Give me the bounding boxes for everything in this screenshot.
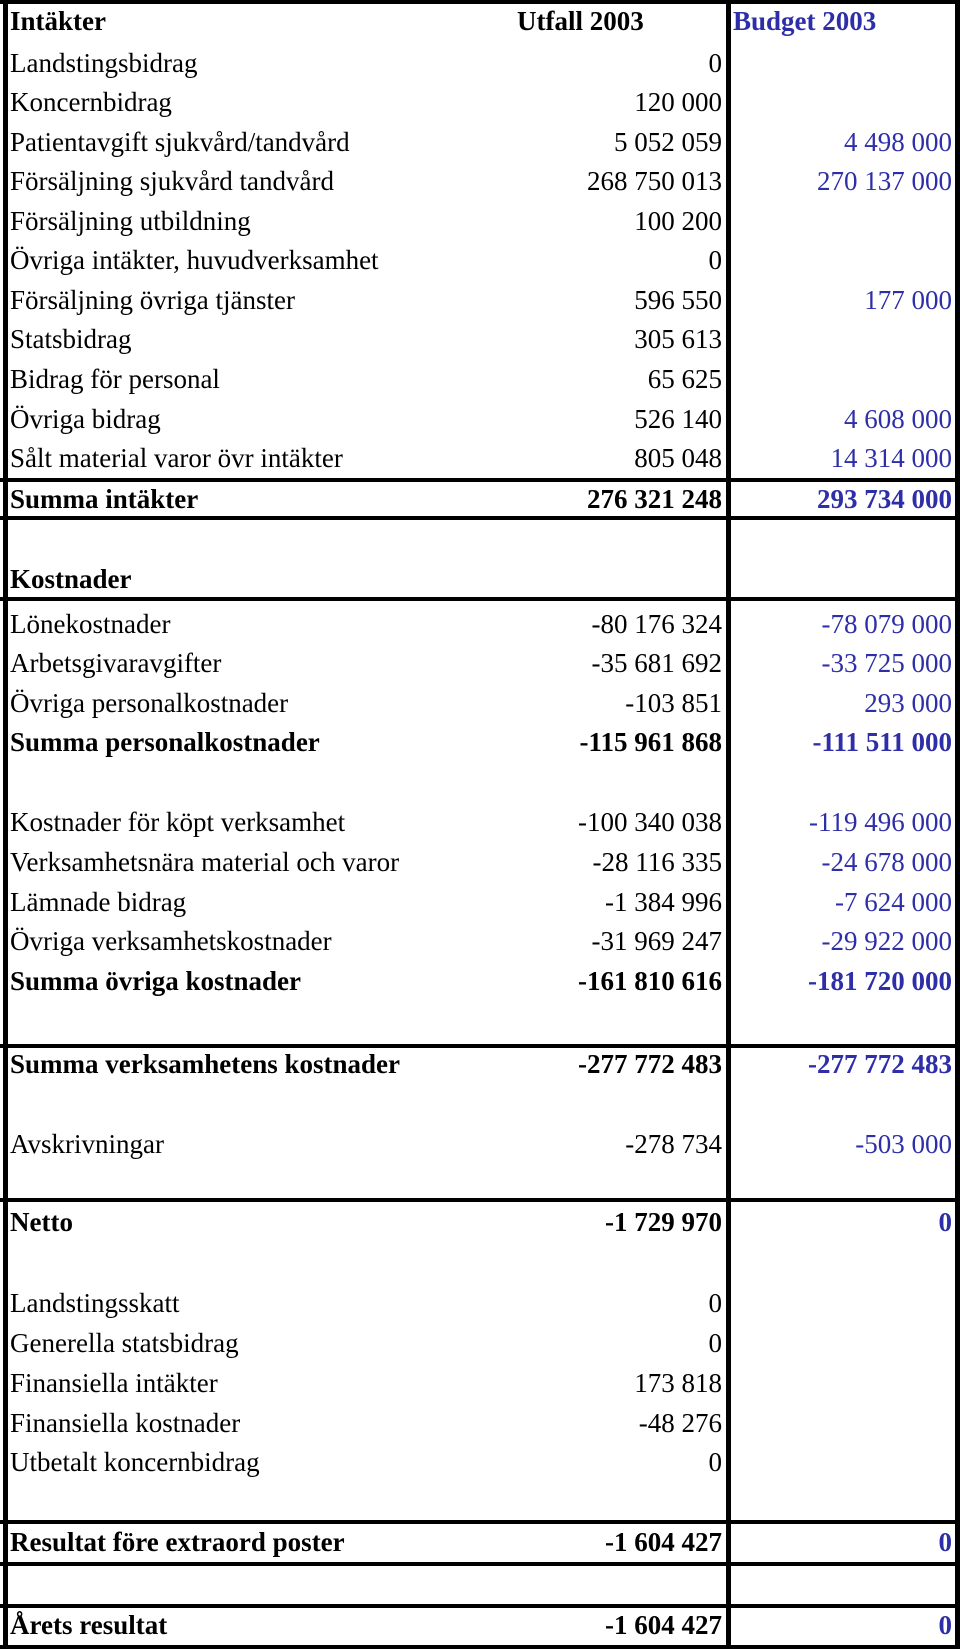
header-budget-column: Budget 2003: [733, 6, 877, 36]
row-label: Koncernbidrag: [10, 87, 172, 117]
row-budget: -277 772 483: [808, 1049, 952, 1079]
table-row: [0, 241, 960, 280]
row-actual: -161 810 616: [578, 966, 722, 996]
row-budget: [733, 202, 952, 241]
netto-row: [0, 1203, 960, 1242]
row-label: Summa verksamhetens kostnader: [10, 1049, 401, 1079]
row-budget: -119 496 000: [809, 807, 952, 837]
row-budget: 177 000: [864, 285, 952, 315]
row-label: Summa personalkostnader: [10, 727, 320, 757]
rule-above-netto: [0, 1198, 960, 1202]
row-actual: -1 384 996: [605, 887, 722, 917]
row-actual: -1 604 427: [605, 1527, 722, 1557]
row-actual: -31 969 247: [591, 926, 722, 956]
row-label: Lönekostnader: [10, 609, 171, 639]
table-row: [0, 843, 960, 882]
row-label: Landstingsbidrag: [10, 48, 198, 78]
table-row: [0, 400, 960, 439]
row-label: Arbetsgivaravgifter: [10, 648, 222, 678]
row-actual: 0: [708, 48, 722, 78]
summa-verksamhet-row: [0, 1045, 960, 1084]
kostnader-heading-row: [0, 560, 960, 599]
row-label: Övriga verksamhetskostnader: [10, 926, 332, 956]
row-budget: -24 678 000: [821, 847, 952, 877]
row-label: Summa övriga kostnader: [10, 966, 302, 996]
row-budget: 293 000: [864, 688, 952, 718]
table-row: [0, 202, 960, 241]
table-row: [0, 320, 960, 359]
summa-ovriga-row: [0, 962, 960, 1001]
row-budget: [733, 320, 952, 359]
row-budget: -7 624 000: [835, 887, 952, 917]
row-budget: -111 511 000: [812, 727, 952, 757]
table-row: [0, 803, 960, 842]
row-actual: -1 604 427: [605, 1610, 722, 1640]
row-actual: 0: [708, 1328, 722, 1358]
row-budget: 0: [938, 1527, 952, 1557]
row-label: Patientavgift sjukvård/tandvård: [10, 127, 350, 157]
row-actual: -115 961 868: [579, 727, 722, 757]
row-label: Summa intäkter: [10, 484, 199, 514]
row-budget: [733, 1324, 952, 1363]
table-row: [0, 1443, 960, 1482]
row-label: Finansiella intäkter: [10, 1368, 218, 1398]
row-budget: -33 725 000: [821, 648, 952, 678]
row-actual: -278 734: [625, 1129, 722, 1159]
row-budget: 4 608 000: [844, 404, 952, 434]
row-actual: -28 116 335: [592, 847, 722, 877]
row-label: Försäljning utbildning: [10, 206, 251, 236]
header-actual-column: Utfall 2003: [517, 6, 644, 36]
row-label: Resultat före extraord poster: [10, 1527, 345, 1557]
row-label: Bidrag för personal: [10, 364, 220, 394]
row-label: Generella statsbidrag: [10, 1328, 239, 1358]
row-budget: -503 000: [855, 1129, 952, 1159]
row-actual: 268 750 013: [587, 166, 722, 196]
table-row: [0, 44, 960, 83]
table-row: [0, 83, 960, 122]
row-label: Årets resultat: [10, 1610, 168, 1640]
table-row: [0, 644, 960, 683]
row-label: Finansiella kostnader: [10, 1408, 241, 1438]
row-actual: 526 140: [634, 404, 722, 434]
row-label: Avskrivningar: [10, 1129, 164, 1159]
row-actual: 805 048: [634, 443, 722, 473]
row-budget: [733, 44, 952, 83]
header-row: [0, 2, 960, 41]
section-heading: Kostnader: [10, 564, 132, 594]
row-actual: 0: [708, 1288, 722, 1318]
row-actual: 100 200: [634, 206, 722, 236]
rule-bottom: [0, 1645, 960, 1649]
row-actual: 65 625: [647, 364, 722, 394]
header-label: Intäkter: [10, 6, 106, 36]
table-row: [0, 281, 960, 320]
row-budget: [733, 360, 952, 399]
row-label: Försäljning sjukvård tandvård: [10, 166, 334, 196]
row-label: Landstingsskatt: [10, 1288, 180, 1318]
row-label: Statsbidrag: [10, 324, 132, 354]
table-row: [0, 684, 960, 723]
table-row: [0, 605, 960, 644]
row-budget: 293 734 000: [817, 484, 952, 514]
row-label: Övriga personalkostnader: [10, 688, 289, 718]
arets-resultat-row: [0, 1606, 960, 1645]
row-actual: 120 000: [634, 87, 722, 117]
row-budget: 0: [938, 1207, 952, 1237]
table-row: [0, 162, 960, 201]
row-budget: 4 498 000: [844, 127, 952, 157]
row-actual: 276 321 248: [587, 484, 722, 514]
table-row: [0, 123, 960, 162]
table-row: [0, 922, 960, 961]
table-row: [0, 1404, 960, 1443]
row-actual: 0: [708, 1447, 722, 1477]
table-row: [0, 1364, 960, 1403]
row-label: Utbetalt koncernbidrag: [10, 1447, 260, 1477]
row-budget: -78 079 000: [821, 609, 952, 639]
row-budget: -181 720 000: [808, 966, 952, 996]
table-row: [0, 360, 960, 399]
row-label: Netto: [10, 1207, 73, 1237]
row-budget: 270 137 000: [817, 166, 952, 196]
row-actual: 305 613: [634, 324, 722, 354]
summa-personal-row: [0, 723, 960, 762]
summa-intakter-row: [0, 480, 960, 519]
table-row: [0, 1284, 960, 1323]
avskrivningar-row: [0, 1125, 960, 1164]
row-budget: -29 922 000: [821, 926, 952, 956]
row-actual: -277 772 483: [578, 1049, 722, 1079]
row-budget: 0: [938, 1610, 952, 1640]
row-label: Verksamhetsnära material och varor: [10, 847, 400, 877]
table-row: [0, 883, 960, 922]
row-budget: [733, 1443, 952, 1482]
rule-below-resultat-fore: [0, 1562, 960, 1566]
row-label: Övriga intäkter, huvudverksamhet: [10, 245, 379, 275]
row-actual: -80 176 324: [591, 609, 722, 639]
resultat-fore-row: [0, 1523, 960, 1562]
row-actual: -48 276: [638, 1408, 722, 1438]
row-actual: -103 851: [625, 688, 722, 718]
row-actual: -1 729 970: [605, 1207, 722, 1237]
row-actual: 596 550: [634, 285, 722, 315]
row-actual: 0: [708, 245, 722, 275]
row-actual: 5 052 059: [614, 127, 722, 157]
row-actual: -35 681 692: [591, 648, 722, 678]
table-row: [0, 439, 960, 478]
row-budget: [733, 241, 952, 280]
row-budget: [733, 1404, 952, 1443]
row-label: Sålt material varor övr intäkter: [10, 443, 343, 473]
row-actual: 173 818: [634, 1368, 722, 1398]
row-budget: 14 314 000: [830, 443, 952, 473]
row-label: Lämnade bidrag: [10, 887, 187, 917]
row-budget: [733, 1284, 952, 1323]
table-row: [0, 1324, 960, 1363]
row-label: Försäljning övriga tjänster: [10, 285, 295, 315]
row-label: Kostnader för köpt verksamhet: [10, 807, 346, 837]
row-budget: [733, 1364, 952, 1403]
row-budget: [733, 83, 952, 122]
row-actual: -100 340 038: [578, 807, 722, 837]
row-label: Övriga bidrag: [10, 404, 161, 434]
